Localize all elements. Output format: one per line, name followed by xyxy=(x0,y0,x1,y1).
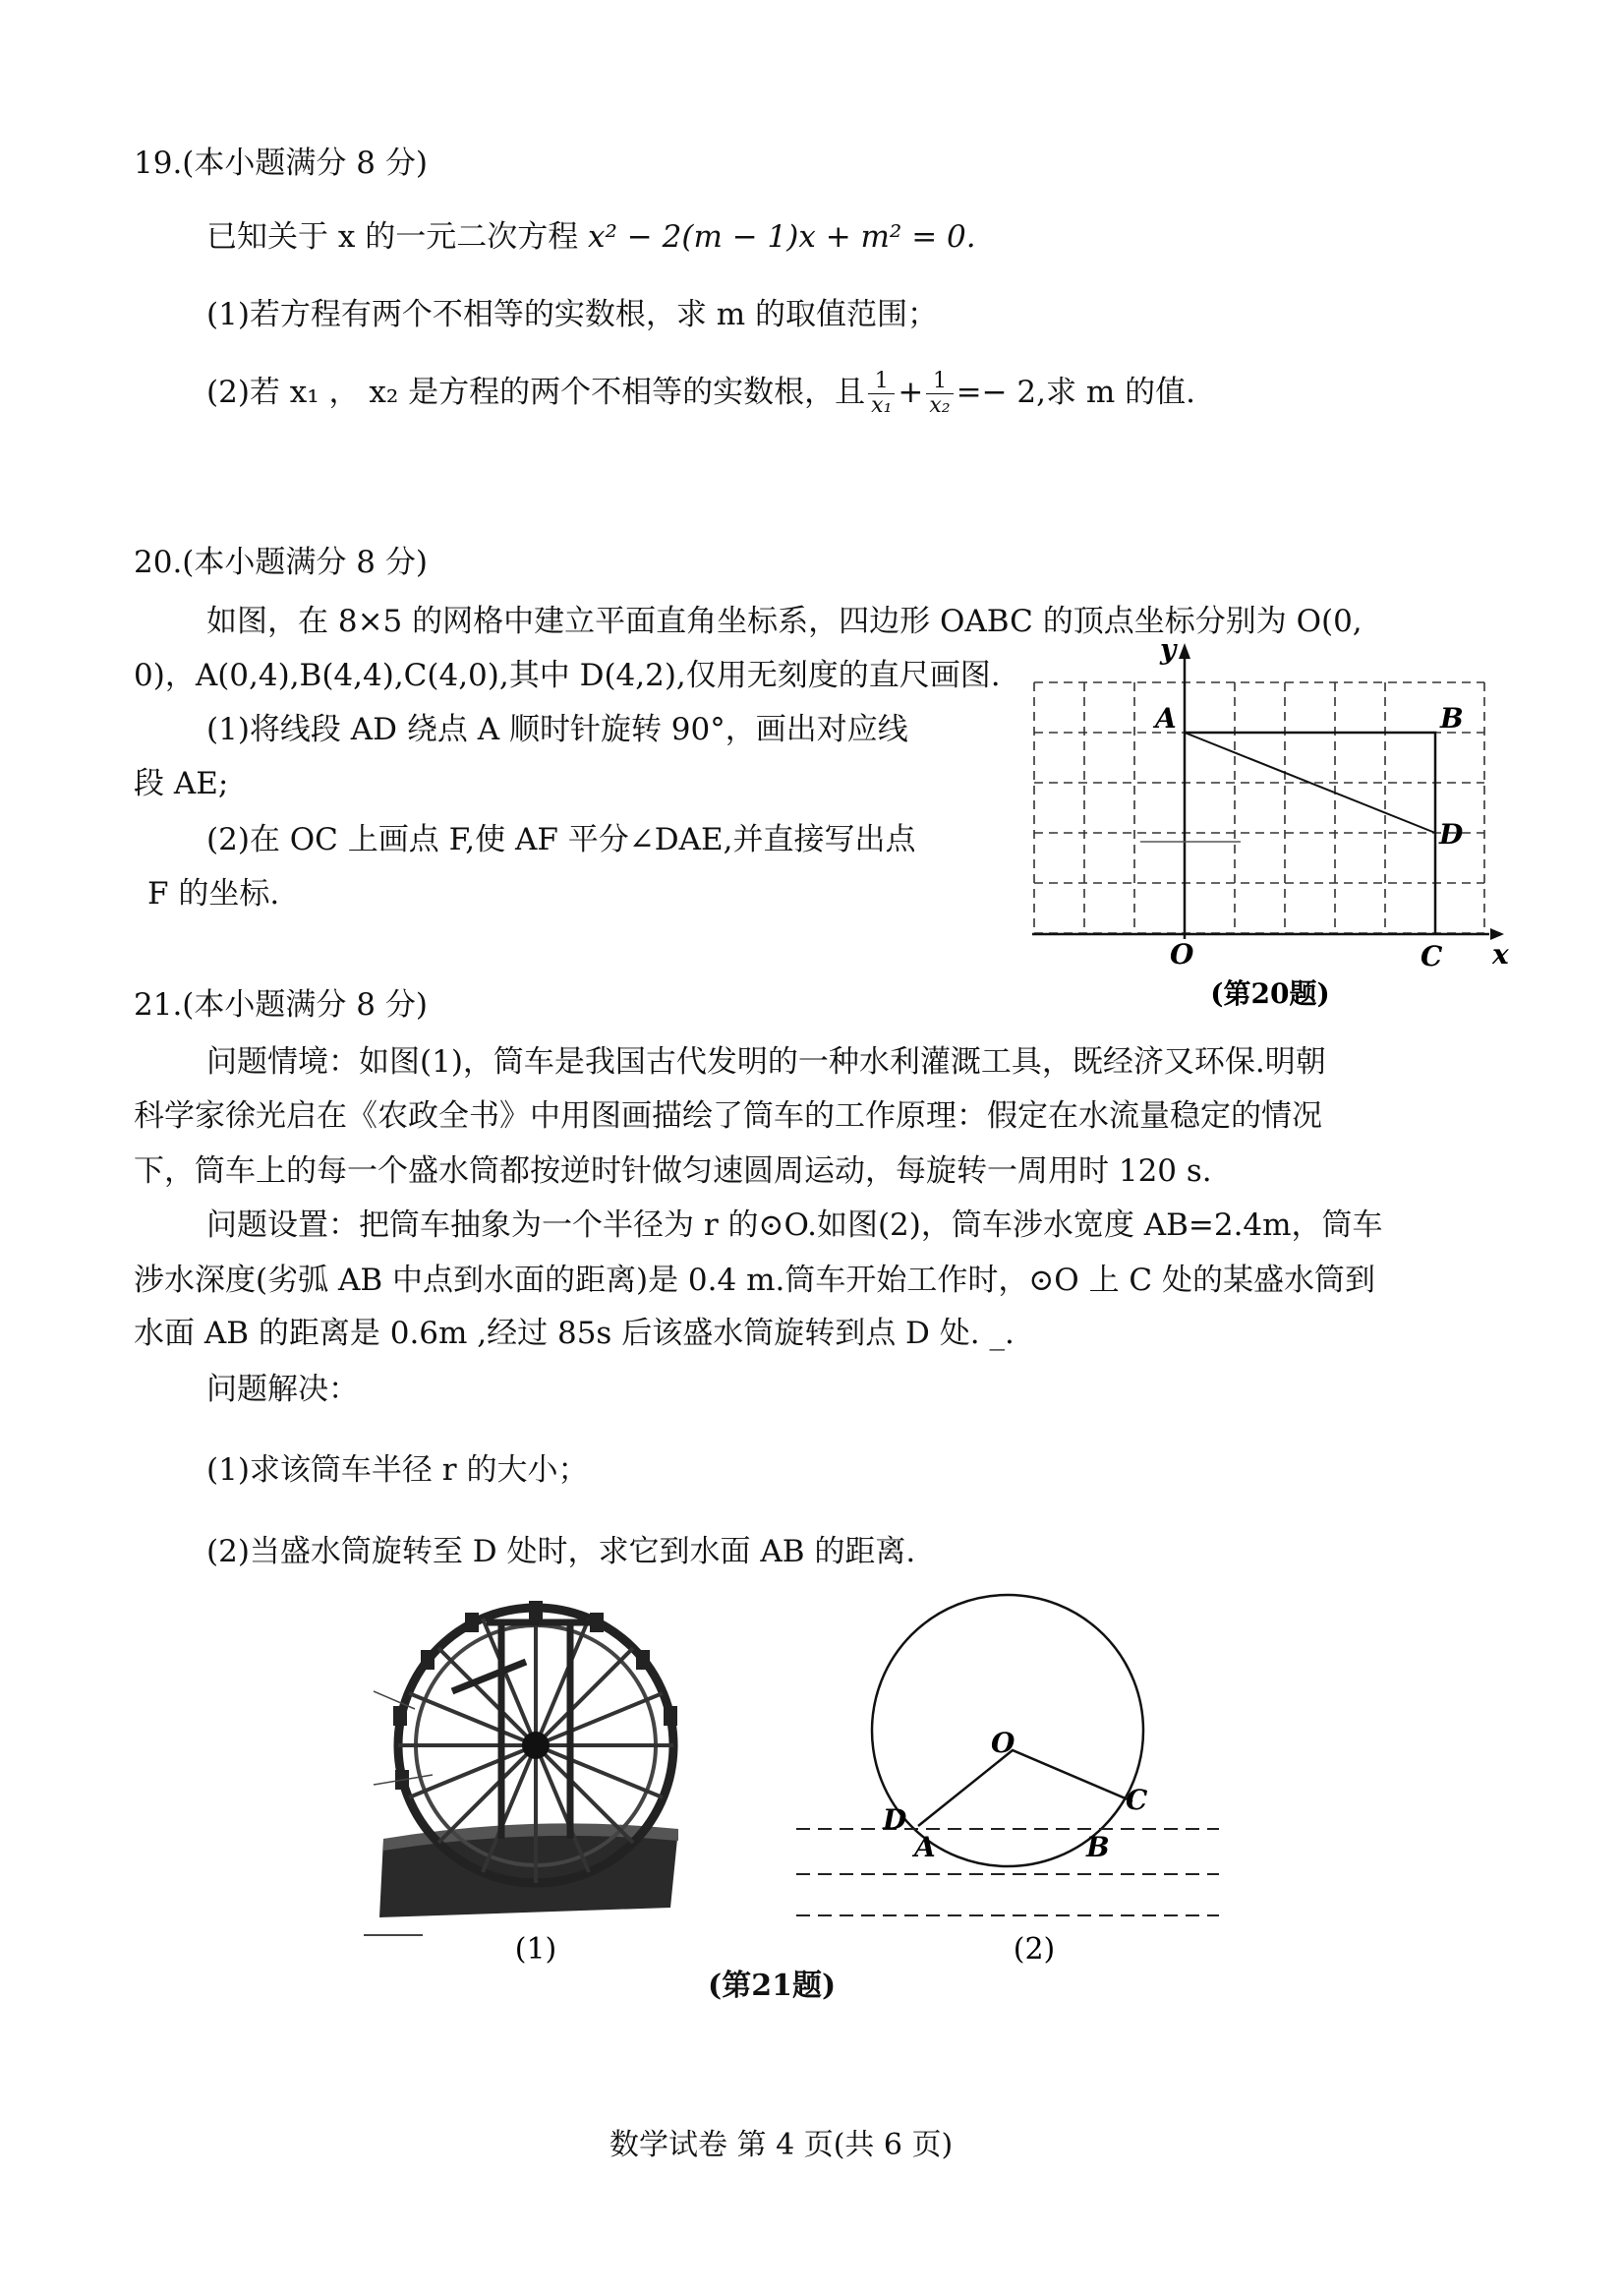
q20-grid-lines xyxy=(1034,682,1484,934)
q19-equation: x² − 2(m − 1)x + m² = 0. xyxy=(588,219,976,255)
q20-label-b: B xyxy=(1440,702,1464,735)
q20-label-x: x xyxy=(1492,938,1509,971)
page-footer: 数学试卷 第 4 页(共 6 页) xyxy=(609,2128,954,2162)
q19-stem-text: 已知关于 x 的一元二次方程 xyxy=(206,219,589,255)
q21-line9: (2)当盛水筒旋转至 D 处时，求它到水面 AB 的距离. xyxy=(206,1534,916,1569)
q20-line3: (1)将线段 AD 绕点 A 顺时针旋转 90°，画出对应线 xyxy=(206,712,908,747)
q19-frac2-num: 1 xyxy=(926,370,953,394)
q19-part2 xyxy=(206,370,1195,418)
q19-stem xyxy=(206,217,976,257)
q21-line3: 下，筒车上的每一个盛水筒都按逆时针做匀速圆周运动，每旋转一周用时 120 s. xyxy=(134,1153,1212,1189)
q20-line2: 0)，A(0,4),B(4,4),C(4,0),其中 D(4,2),仅用无刻度的直尺画图. xyxy=(134,658,1001,693)
q19-part2-prefix: (2)若 x₁ ， x₂ 是方程的两个不相等的实数根，且 xyxy=(206,375,866,410)
q21-line2: 科学家徐光启在《农政全书》中用图画描绘了筒车的工作原理：假定在水流量稳定的情况 xyxy=(134,1098,1322,1134)
q20-line6: F 的坐标. xyxy=(147,876,280,912)
q21-caption: (第21题) xyxy=(708,1969,837,2003)
q19-plus: + xyxy=(898,375,924,410)
q20-label-y: y xyxy=(1160,633,1177,666)
q21-line5: 涉水深度(劣弧 AB 中点到水面的距离)是 0.4 m.筒车开始工作时，⊙O 上 C 处的某盛水筒到 xyxy=(134,1263,1375,1298)
q21-sub1-label: (1) xyxy=(514,1932,557,1967)
q21-sub2-label: (2) xyxy=(1013,1932,1056,1967)
q20-label-c: C xyxy=(1421,940,1443,972)
q21-circle-diagram xyxy=(786,1583,1239,1976)
q20-y-arrow xyxy=(1179,643,1190,659)
q20-header: 20.(本小题满分 8 分) xyxy=(134,545,428,580)
q21-line4: 问题设置：把筒车抽象为一个半径为 r 的⊙O.如图(2)，筒车涉水宽度 AB=2.4m，筒车 xyxy=(206,1207,1383,1243)
q19-frac2 xyxy=(926,370,953,418)
q21-label-d: D xyxy=(883,1803,907,1836)
q20-label-a: A xyxy=(1155,702,1177,735)
q19-frac1-num: 1 xyxy=(868,370,895,394)
q21-line6: 水面 AB 的距离是 0.6m ,经过 85s 后该盛水筒旋转到点 D 处. _. xyxy=(134,1316,1015,1351)
q21-label-b: B xyxy=(1086,1831,1110,1863)
q19-part1: (1)若方程有两个不相等的实数根，求 m 的取值范围； xyxy=(206,297,939,332)
q19-part2-suffix: =− 2,求 m 的值. xyxy=(956,375,1195,410)
q21-radii-od-oc xyxy=(918,1750,1132,1826)
q20-caption: (第20题) xyxy=(1210,977,1330,1010)
q21-label-c: C xyxy=(1126,1784,1148,1816)
q20-line4: 段 AE; xyxy=(134,766,229,801)
q21-waterwheel-photo xyxy=(354,1583,688,1976)
q19-frac1 xyxy=(868,370,895,418)
q20-quad-oabc xyxy=(1185,733,1435,934)
q19-header: 19.(本小题满分 8 分) xyxy=(134,146,428,181)
q21-label-a: A xyxy=(914,1831,936,1863)
q20-line1: 如图，在 8×5 的网格中建立平面直角坐标系，四边形 OABC 的顶点坐标分别为 O(0, xyxy=(206,604,1363,639)
q20-label-o: O xyxy=(1170,938,1194,971)
q20-label-d: D xyxy=(1439,818,1464,851)
q21-line7: 问题解决： xyxy=(206,1372,359,1407)
q21-line1: 问题情境：如图(1)，筒车是我国古代发明的一种水利灌溉工具，既经济又环保.明朝 xyxy=(206,1044,1326,1080)
q21-label-o: O xyxy=(991,1727,1015,1759)
q21-line8: (1)求该筒车半径 r 的大小； xyxy=(206,1452,589,1488)
q21-photo-hub xyxy=(522,1732,550,1759)
q20-line5: (2)在 OC 上画点 F,使 AF 平分∠DAE,并直接写出点 xyxy=(206,822,916,857)
q19-frac1-den: x₁ xyxy=(871,393,893,418)
q20-segment-ad xyxy=(1185,733,1435,833)
q19-frac2-den: x₂ xyxy=(929,393,951,418)
q20-grid-figure xyxy=(1022,629,1514,1023)
q21-header: 21.(本小题满分 8 分) xyxy=(134,987,428,1023)
